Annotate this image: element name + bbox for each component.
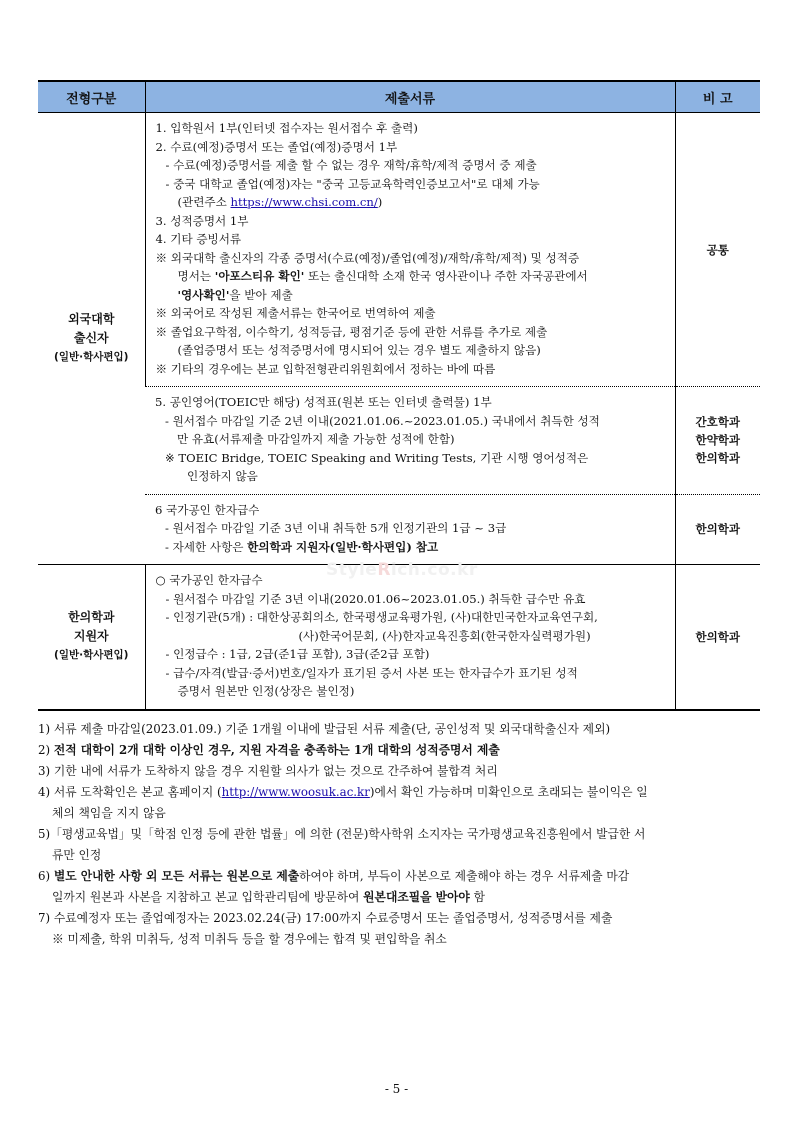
footnote-continuation: [38, 887, 760, 908]
header-category: 전형구분: [38, 81, 145, 113]
homepage-link[interactable]: http://www.woosuk.ac.kr: [221, 784, 370, 799]
footnote-text: 하여야 하며, 부득이 사본으로 제출해야 하는 경우 서류제출 마감: [299, 868, 630, 883]
footnote-bold: 별도 안내한 사항 외 모든 서류는 원본으로 제출: [53, 868, 300, 883]
doc-text: 명서는: [177, 269, 215, 283]
footnote: [38, 782, 760, 803]
footnote: [38, 866, 760, 887]
doc-text: 을 받아 제출: [229, 287, 293, 302]
doc-text: - 자세한 사항은: [165, 539, 248, 554]
footnote: 5)「평생교육법」및「학점 인정 등에 관한 법률」에 의한 (전문)학사학위 소지자는 국가평생교육진흥원에서 발급한 서: [38, 826, 646, 841]
category-oriental: [38, 565, 145, 710]
footnote-text: 2): [38, 742, 54, 757]
category-line: 지원자: [73, 629, 109, 644]
footnote-text: 일까지 원본과 사본을 지참하고 본교 입학관리팀에 방문하여: [52, 889, 364, 904]
category-foreign: [38, 113, 145, 565]
doc-line: (사)한국어문회, (사)한자교육진흥회(한국한자실력평가원): [298, 628, 591, 643]
doc-line: ※ 외국어로 작성된 제출서류는 한국어로 번역하여 제출: [155, 306, 436, 320]
footnote-continuation: 체의 책임을 지지 않음: [52, 805, 166, 820]
doc-line: 3. 성적증명서 1부: [155, 213, 249, 228]
footnote-continuation: ※ 미제출, 학위 미취득, 성적 미취득 등을 할 경우에는 합격 및 편입학을 취소: [52, 931, 447, 946]
footnote-text: 함: [469, 889, 485, 904]
remark-line: 간호학과: [695, 415, 740, 430]
watermark-text: R: [377, 560, 391, 580]
footnote-continuation: 류만 인정: [52, 847, 102, 862]
doc-text: (관련주소: [177, 195, 231, 209]
remark-common: 공통: [675, 113, 760, 387]
doc-line: 5. 공인영어(TOEIC만 해당) 성적표(원본 또는 인터넷 출력물) 1부: [155, 395, 492, 409]
doc-bold: 한의학과 지원자(일반·학사편입) 참고: [247, 539, 439, 554]
doc-line: 인정하지 않음: [187, 469, 258, 483]
doc-line: - 수료(예정)증명서를 제출 할 수 없는 경우 재학/휴학/제적 증명서 중 제출: [165, 158, 537, 172]
doc-line: - 원서접수 마감일 기준 2년 이내(2021.01.06.~2023.01.05.) 국내에서 취득한 성적: [165, 413, 600, 428]
oriental-documents: [145, 565, 675, 710]
watermark-text: ich.co.kr: [390, 560, 478, 580]
remark-oriental: 한의학과: [675, 565, 760, 710]
table-row: [38, 113, 760, 387]
footnote-bold: 전적 대학이 2개 대학 이상인 경우, 지원 자격을 충족하는 1개 대학의 성적증명서 제출: [53, 742, 500, 757]
doc-text: ): [377, 195, 383, 209]
footnote: [38, 740, 760, 761]
header-documents: 제출서류: [145, 81, 675, 113]
footnote-text: 6): [38, 868, 54, 883]
doc-line: 증명서 원본만 인정(상장은 불인정): [177, 684, 355, 698]
doc-line: 1. 입학원서 1부(인터넷 접수자는 원서접수 후 출력): [155, 121, 418, 135]
doc-line: ○ 국가공인 한자급수: [155, 573, 263, 587]
doc-bold: '영사확인': [177, 287, 230, 302]
doc-line: - 인정기관(5개) : 대한상공회의소, 한국평생교육평가원, (사)대한민국한자교육연구회,: [165, 610, 598, 624]
common-documents: [145, 113, 675, 387]
watermark: [326, 560, 478, 580]
hanja-documents: [145, 494, 675, 565]
watermark-text: Style: [326, 560, 378, 580]
doc-line: ※ 기타의 경우에는 본교 입학전형관리위원회에서 정하는 바에 따름: [155, 361, 496, 376]
doc-line: [156, 267, 669, 286]
footnote-text: 4) 서류 도착확인은 본교 홈페이지 (: [38, 784, 222, 799]
chsi-link[interactable]: https://www.chsi.com.cn/: [230, 195, 378, 209]
remark-hanja: 한의학과: [675, 494, 760, 565]
footnote: 1) 서류 제출 마감일(2023.01.09.) 기준 1개월 이내에 발급된 서류 제출(단, 공인성적 및 외국대학출신자 제외): [38, 721, 611, 736]
doc-line: [156, 193, 669, 212]
doc-line: [155, 538, 669, 557]
footnote-bold: 원본대조필을 받아야: [363, 889, 470, 904]
doc-line: (졸업증명서 또는 성적증명서에 명시되어 있는 경우 별도 제출하지 않음): [177, 343, 541, 357]
category-sub: (일반·학사편입): [54, 649, 129, 662]
table-row: [38, 565, 760, 710]
doc-line: 2. 수료(예정)증명서 또는 졸업(예정)증명서 1부: [155, 139, 398, 154]
doc-bold: '아포스티유 확인': [214, 269, 305, 283]
documents-table: [38, 80, 760, 711]
table-row: [38, 387, 760, 495]
doc-text: 또는 출신대학 소재 한국 영사관이나 주한 자국공관에서: [304, 269, 588, 283]
doc-line: 6 국가공인 한자급수: [155, 502, 260, 517]
doc-line: - 급수/자격(발급·증서)번호/일자가 표기된 증서 사본 또는 한자급수가 표기된 성적: [165, 665, 578, 680]
doc-line: ※ 외국대학 출신자의 각종 증명서(수료(예정)/졸업(예정)/재학/휴학/제적) 및 성적증: [155, 250, 580, 265]
doc-line: 4. 기타 증빙서류: [155, 232, 242, 246]
footnote-text: )에서 확인 가능하며 미확인으로 초래되는 불이익은 일: [369, 784, 648, 799]
category-line: 외국대학: [68, 312, 115, 326]
doc-line: - 중국 대학교 졸업(예정)자는 "중국 고등교육학력인증보고서"로 대체 가능: [165, 176, 540, 191]
doc-line: ※ TOEIC Bridge, TOEIC Speaking and Writing Tests, 기관 시행 영어성적은: [165, 450, 589, 465]
footnote: 3) 기한 내에 서류가 도착하지 않을 경우 지원할 의사가 없는 것으로 간주하여 불합격 처리: [38, 763, 498, 778]
page-number: - 5 -: [384, 1082, 409, 1096]
category-line: 한의학과: [68, 610, 115, 625]
document-body: [38, 80, 760, 950]
remark-line: 한약학과: [695, 433, 740, 448]
english-documents: [145, 387, 675, 495]
category-sub: (일반·학사편입): [54, 351, 129, 363]
remark-english: [675, 387, 760, 495]
table-row: [38, 494, 760, 565]
doc-line: [156, 286, 669, 305]
table-header-row: [38, 81, 760, 113]
doc-line: ※ 졸업요구학점, 이수학기, 성적등급, 평점기준 등에 관한 서류를 추가로 제출: [155, 324, 548, 339]
footnote: 7) 수료예정자 또는 졸업예정자는 2023.02.24(금) 17:00까지 수료증명서 또는 졸업증명서, 성적증명서를 제출: [38, 910, 613, 925]
doc-line: - 원서접수 마감일 기준 3년 이내(2020.01.06~2023.01.05.) 취득한 급수만 유효: [165, 591, 586, 606]
header-remarks: 비 고: [675, 81, 760, 113]
footnotes: [38, 719, 760, 950]
doc-line: - 인정급수 : 1급, 2급(준1급 포함), 3급(준2급 포함): [165, 647, 430, 661]
doc-line: - 원서접수 마감일 기준 3년 이내 취득한 5개 인정기관의 1급 ~ 3급: [165, 521, 507, 535]
category-line: 출신자: [73, 331, 109, 345]
remark-line: 한의학과: [695, 451, 740, 466]
doc-line: 만 유효(서류제출 마감일까지 제출 가능한 성적에 한함): [177, 432, 455, 446]
